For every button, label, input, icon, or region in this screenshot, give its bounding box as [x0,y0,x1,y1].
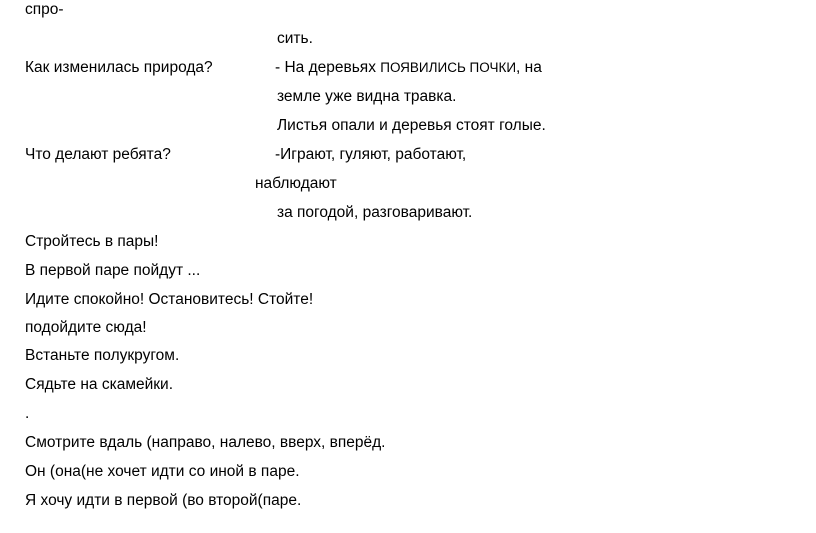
text-line-spro: спро- [25,1,64,18]
answer-kids-line-3: за погодой, разговаривают. [277,204,473,221]
command-line-8: Смотрите вдаль (направо, налево, вверх, вперёд. [25,434,386,451]
command-line-6: Сядьте на скамейки. [25,376,174,393]
command-line-10: Я хочу идти в первой (во второй(паре. [25,492,302,509]
answer-nature-line-1 [275,58,542,78]
command-line-1: Стройтесь в пары! [25,233,159,250]
answer-nature-post: , на [516,59,542,76]
command-line-4: подойдите сюда! [25,319,147,336]
answer-nature-line-3: Листья опали и деревья стоят голые. [277,117,546,134]
text-line-sit: сить. [277,30,313,47]
answer-nature-pre: - На деревьях [275,59,381,76]
question-kids: Что делают ребята? [25,146,171,163]
command-line-3: Идите спокойно! Остановитесь! Стойте! [25,291,314,308]
command-line-7: . [25,405,30,422]
command-line-5: Встаньте полукругом. [25,347,180,364]
answer-kids-line-2: наблюдают [255,175,337,192]
answer-nature-buds: ПОЯВИЛИСЬ ПОЧКИ [380,60,517,75]
command-line-2: В первой паре пойдут ... [25,262,201,279]
question-nature: Как изменилась природа? [25,59,213,76]
answer-kids-line-1: -Играют, гуляют, работают, [275,146,467,163]
answer-nature-line-2: земле уже видна травка. [277,88,457,105]
command-line-9: Он (она(не хочет идти со иной в паре. [25,463,300,480]
